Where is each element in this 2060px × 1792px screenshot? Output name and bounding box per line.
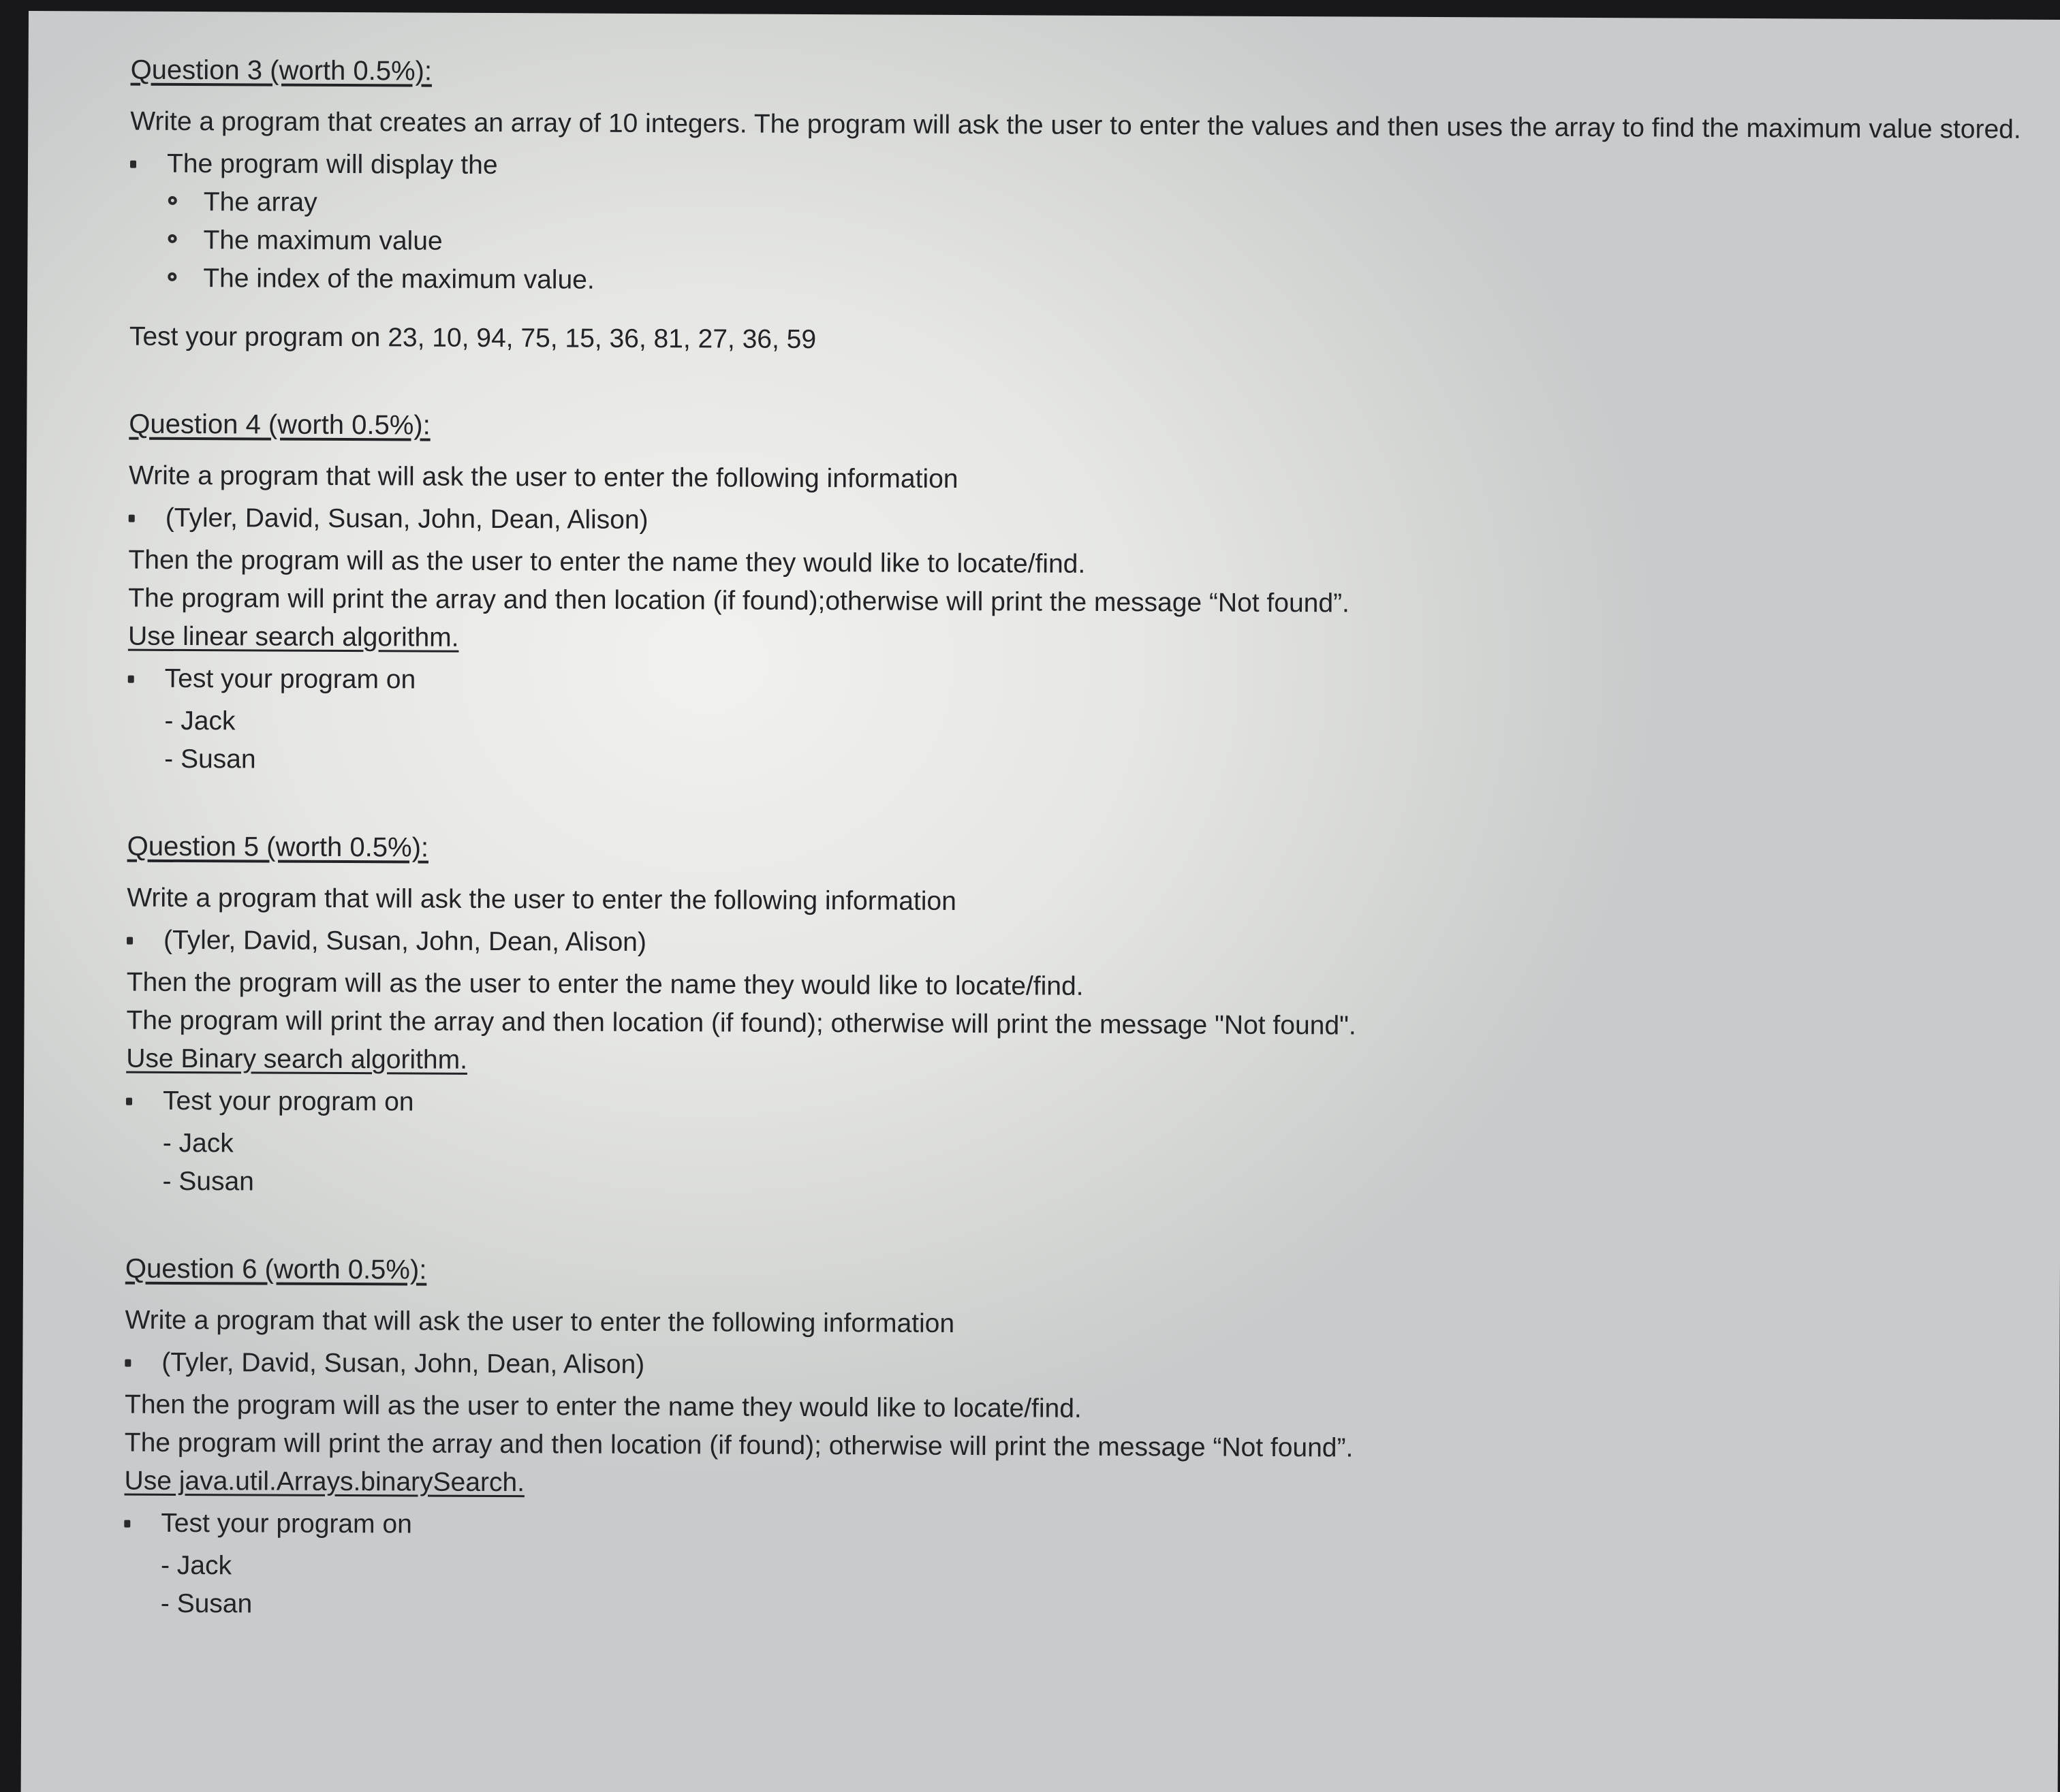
list-item	[128, 660, 2019, 706]
question-4-test-list	[128, 660, 2019, 706]
test-value: - Jack	[164, 706, 236, 736]
question-3-title: Question 3 (worth 0.5%):	[130, 54, 433, 87]
bullet-icon	[130, 161, 136, 168]
list-item	[124, 1505, 2015, 1551]
question-5-test-list	[126, 1082, 2017, 1129]
circle-bullet-icon	[168, 234, 177, 243]
test-value: - Jack	[162, 1128, 234, 1159]
question-6-names-list	[125, 1344, 2016, 1390]
bullet-icon	[125, 1359, 131, 1367]
question-3-display-item	[129, 145, 2020, 306]
question-3-test: Test your program on 23, 10, 94, 75, 15, 36, 81, 27, 36, 59	[129, 321, 817, 355]
question-3	[129, 50, 2021, 364]
document-page	[20, 11, 2060, 1792]
question-3-intro: Write a program that creates an array of 10 integers. The program will ask the user to enter the values and then uses the array to find the maximum value stored.	[130, 106, 2021, 144]
sub-item-text: The index of the maximum value.	[203, 264, 595, 295]
list-item	[126, 1082, 2017, 1129]
question-6-line-1: Then the program will as the user to enter the name they would like to locate/find.	[124, 1389, 1082, 1424]
question-4-test-values	[127, 702, 2018, 787]
question-4-method: Use linear search algorithm.	[127, 621, 459, 653]
question-4-title: Question 4 (worth 0.5%):	[129, 409, 431, 441]
test-value: - Susan	[160, 1588, 253, 1619]
test-label: Test your program on	[164, 663, 416, 695]
question-5-line-2: The program will print the array and then location (if found); otherwise will print the message "Not found".	[126, 1005, 1356, 1041]
question-6-test-values	[124, 1547, 2015, 1631]
question-6-intro: Write a program that will ask the user to enter the following information	[125, 1305, 955, 1338]
question-5-method: Use Binary search algorithm.	[126, 1043, 468, 1075]
test-value: - Susan	[164, 744, 256, 774]
bullet-icon	[128, 676, 134, 683]
list-item	[127, 922, 2018, 968]
list-item	[129, 499, 2020, 546]
question-4-line-1: Then the program will as the user to enter the name they would like to locate/find.	[128, 545, 1086, 579]
sub-item-text: The array	[203, 187, 317, 217]
bullet-icon	[129, 515, 135, 522]
test-value: - Susan	[162, 1166, 255, 1197]
question-3-bullets	[129, 145, 2020, 306]
question-3-sub-list	[166, 183, 2020, 306]
question-5-line-1: Then the program will as the user to enter the name they would like to locate/find.	[126, 967, 1084, 1001]
sub-list-item	[166, 260, 2020, 306]
question-6-method: Use java.util.Arrays.binarySearch.	[124, 1466, 525, 1498]
question-4-names-list	[129, 499, 2020, 546]
bullet-icon	[127, 937, 133, 945]
question-3-display-text: The program will display the	[166, 148, 498, 180]
question-5-names-list	[127, 922, 2018, 968]
sub-item-text: The maximum value	[203, 225, 443, 256]
names-text: (Tyler, David, Susan, John, Dean, Alison)	[161, 1347, 645, 1379]
question-5-title: Question 5 (worth 0.5%):	[127, 831, 429, 863]
question-6-test-list	[124, 1505, 2015, 1551]
question-4-line-2: The program will print the array and then location (if found);otherwise will print the message “Not found”.	[128, 583, 1350, 618]
list-item	[125, 1344, 2016, 1390]
test-label: Test your program on	[162, 1086, 414, 1117]
names-text: (Tyler, David, Susan, John, Dean, Alison)	[165, 503, 649, 535]
test-value: - Jack	[160, 1550, 232, 1581]
question-6-line-2: The program will print the array and then location (if found); otherwise will print the message “Not found”.	[124, 1428, 1354, 1463]
circle-bullet-icon	[168, 196, 177, 205]
question-5	[125, 826, 2018, 1209]
question-4-intro: Write a program that will ask the user to enter the following information	[128, 460, 958, 494]
test-label: Test your program on	[161, 1508, 412, 1539]
question-5-test-values	[125, 1125, 2016, 1209]
question-6-title: Question 6 (worth 0.5%):	[125, 1253, 427, 1285]
question-6	[124, 1248, 2016, 1631]
circle-bullet-icon	[168, 272, 176, 281]
bullet-icon	[124, 1520, 130, 1528]
question-5-intro: Write a program that will ask the user to enter the following information	[127, 883, 956, 916]
document-content	[123, 50, 2021, 1679]
names-text: (Tyler, David, Susan, John, Dean, Alison)	[163, 925, 646, 957]
question-4	[127, 404, 2020, 787]
bullet-icon	[126, 1098, 132, 1105]
